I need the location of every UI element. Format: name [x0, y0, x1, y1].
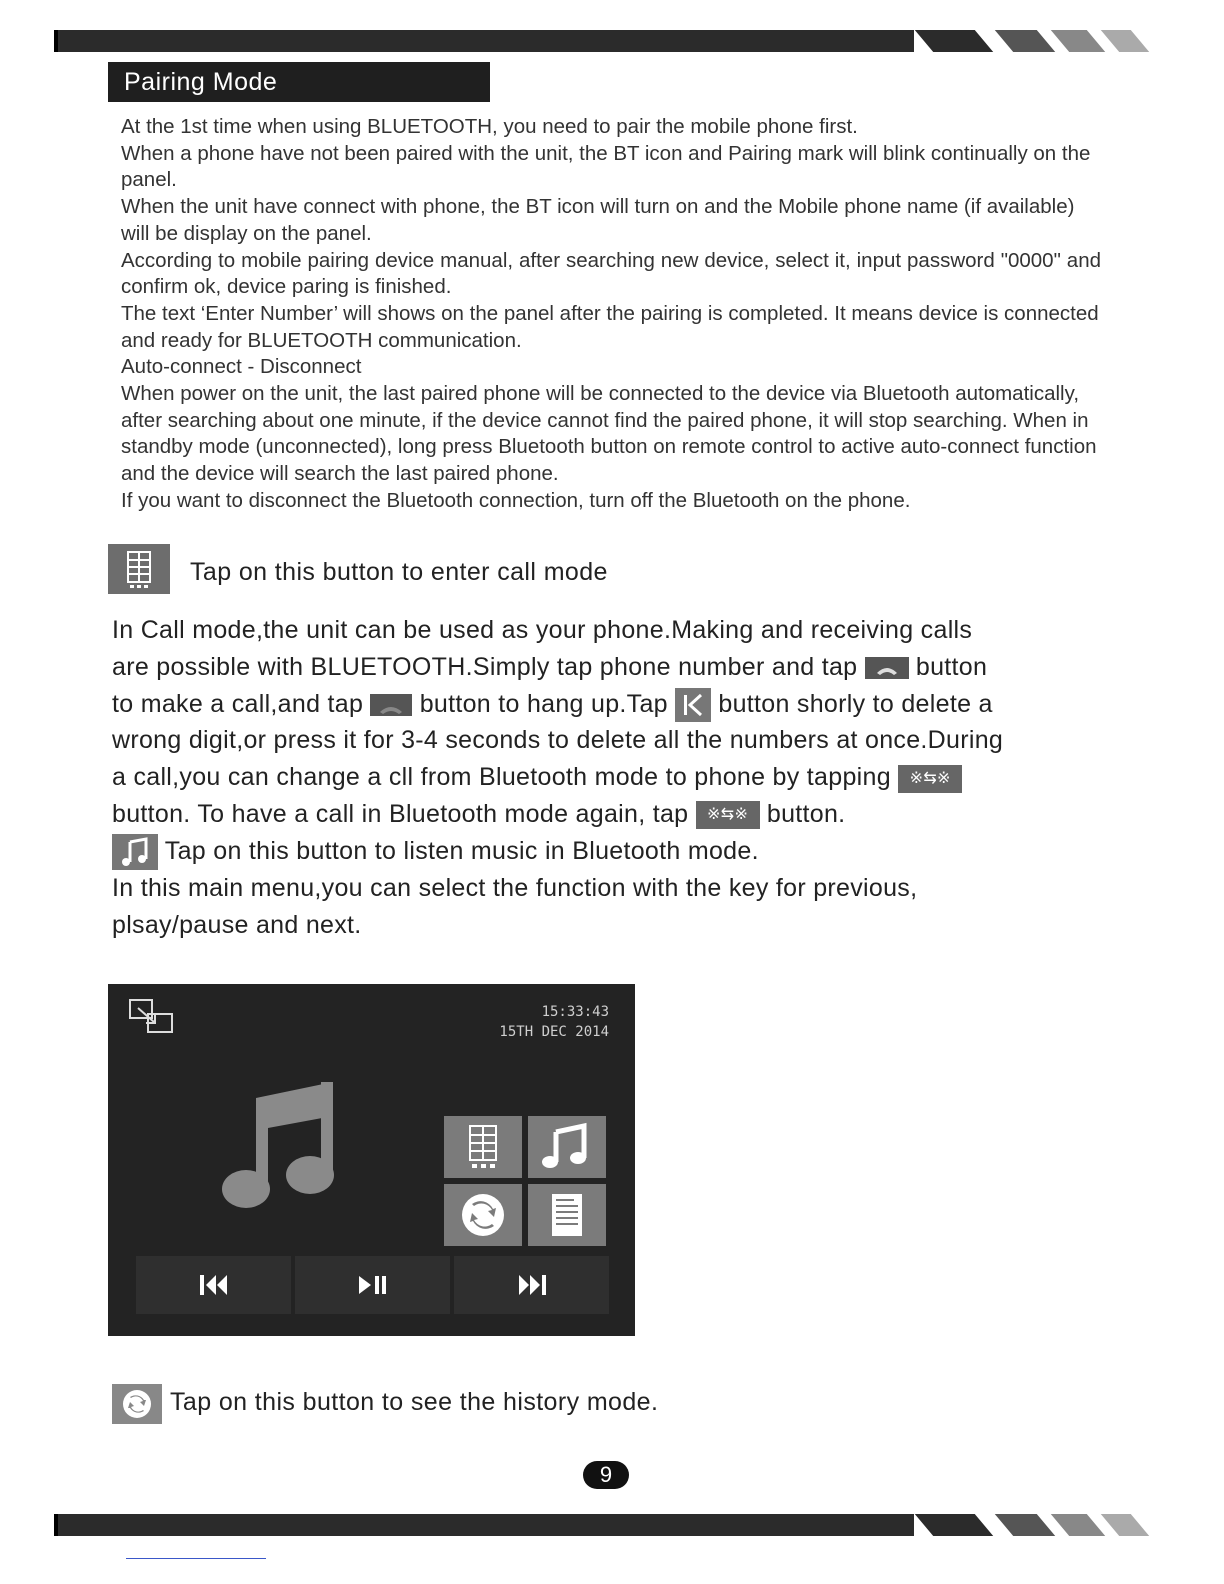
text-line — [112, 759, 1112, 796]
backspace-icon — [675, 688, 711, 722]
keypad-icon — [108, 544, 170, 594]
text-segment: button to hang up.Tap — [419, 689, 668, 718]
previous-icon — [198, 1273, 230, 1297]
previous-button[interactable] — [136, 1256, 291, 1314]
intro-paragraph: If you want to disconnect the Bluetooth connection, turn off the Bluetooth on the phone. — [121, 488, 911, 512]
intro-paragraph: When a phone have not been paired with the unit, the BT icon and Pairing mark will blink continually on the panel. — [121, 141, 1091, 192]
bottom-decorative-bar — [54, 1514, 1158, 1540]
text-segment: button. — [766, 799, 846, 828]
text-segment: button. To have a call in Bluetooth mode again, tap — [112, 799, 689, 828]
intro-text — [121, 114, 1101, 515]
text-segment: to make a call,and tap — [112, 689, 364, 718]
device-screen — [108, 984, 635, 1336]
large-music-note-icon — [218, 1076, 348, 1216]
keypad-tile[interactable] — [444, 1116, 522, 1178]
section-heading: Pairing Mode — [108, 62, 490, 102]
text-segment: Tap on this button to listen music in Bluetooth mode. — [164, 836, 759, 865]
text-segment: are possible with BLUETOOTH.Simply tap phone number and tap — [112, 652, 858, 681]
history-tile[interactable] — [444, 1184, 522, 1246]
clock — [499, 1002, 609, 1042]
next-button[interactable] — [454, 1256, 609, 1314]
bluetooth-transfer-icon: ※⇆※ — [898, 765, 962, 793]
text-segment: button shorly to delete a — [718, 689, 993, 718]
play-pause-button[interactable] — [295, 1256, 450, 1314]
top-decorative-bar — [54, 30, 1158, 56]
intro-paragraph: When the unit have connect with phone, the BT icon will turn on and the Mobile phone name (if available) will be display on the panel. — [121, 195, 1075, 245]
text-line — [112, 796, 1112, 833]
hang-up-icon — [370, 694, 412, 716]
text-line: wrong digit,or press it for 3-4 seconds to delete all the numbers at once.During — [112, 726, 1004, 755]
text-line — [112, 649, 1112, 686]
call-mode-caption: Tap on this button to enter call mode — [190, 558, 608, 586]
intro-paragraph: At the 1st time when using BLUETOOTH, you need to pair the mobile phone first. — [121, 115, 858, 138]
text-line — [112, 686, 1112, 723]
play-pause-icon — [357, 1273, 389, 1297]
page-number: 9 — [583, 1461, 629, 1489]
footer-rule — [126, 1558, 266, 1559]
bluetooth-transfer-icon: ※⇆※ — [696, 801, 760, 829]
clock-time: 15:33:43 — [541, 1004, 609, 1020]
text-segment: a call,you can change a cll from Bluetooth mode to phone by tapping — [112, 763, 891, 792]
intro-paragraph: The text ‘Enter Number’ will shows on the panel after the pairing is completed. It means device is connected and ready for BLUETOOTH communication. — [121, 301, 1099, 352]
intro-subheading: Auto-connect - Disconnect — [121, 355, 362, 379]
intro-paragraph: According to mobile pairing device manual, after searching new device, select it, input password "0000" and confirm ok, device paring is finished. — [121, 248, 1101, 299]
intro-paragraph: When power on the unit, the last paired phone will be connected to the device via Bluetooth automatically, after searching about one minute, if the device cannot find the paired phone, it will stop searching. When in standby mode (unconnected), long press Bluetooth button on remote control to active auto-connect function and the device will search the last paired phone. — [121, 382, 1097, 486]
text-line: plsay/pause and next. — [112, 910, 362, 939]
text-line: In Call mode,the unit can be used as your phone.Making and receiving calls — [112, 616, 973, 644]
clock-date: 15TH DEC 2014 — [499, 1024, 609, 1040]
next-icon — [516, 1273, 548, 1297]
history-icon — [112, 1384, 162, 1424]
text-line: In this main menu,you can select the function with the key for previous, — [112, 874, 918, 903]
music-note-icon — [112, 834, 158, 870]
exit-screen-icon[interactable] — [128, 998, 176, 1041]
document-tile[interactable] — [528, 1184, 606, 1246]
call-mode-description — [112, 612, 1112, 944]
text-segment: button — [915, 652, 988, 681]
text-line — [112, 833, 1112, 870]
music-tile[interactable] — [528, 1116, 606, 1178]
phone-icon — [865, 657, 909, 679]
history-caption: Tap on this button to see the history mode. — [170, 1388, 659, 1416]
